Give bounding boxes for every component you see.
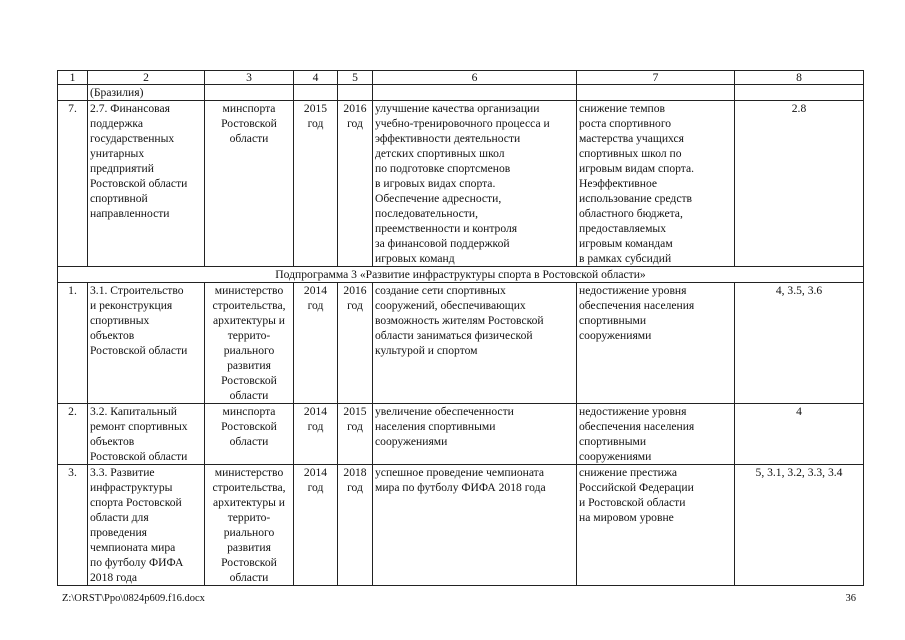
- end-year: 2016 год: [338, 101, 373, 267]
- measure-name: 3.1. Строительство и реконструкция спортивных объектов Ростовской области: [88, 283, 205, 404]
- expected-result: увеличение обеспеченности населения спортивными сооружениями: [373, 404, 577, 465]
- end-year: 2016 год: [338, 283, 373, 404]
- table-cell: [373, 85, 577, 101]
- end-year: 2018 год: [338, 465, 373, 586]
- start-year: 2015 год: [294, 101, 338, 267]
- header-cell: 7: [577, 71, 735, 85]
- row-number: 2.: [58, 404, 88, 465]
- executor: минспорта Ростовской области: [205, 404, 294, 465]
- executor: министерство строительства, архитектуры и террито- риального развития Ростовской области: [205, 283, 294, 404]
- header-cell: 3: [205, 71, 294, 85]
- indicator-link: 4, 3.5, 3.6: [735, 283, 864, 404]
- subprogram-title: Подпрограмма 3 «Развитие инфраструктуры спорта в Ростовской области»: [58, 267, 864, 283]
- expected-result: успешное проведение чемпионата мира по футболу ФИФА 2018 года: [373, 465, 577, 586]
- executor: минспорта Ростовской области: [205, 101, 294, 267]
- measure-name: 3.3. Развитие инфраструктуры спорта Ростовской области для проведения чемпионата мира по футболу ФИФА 2018 года: [88, 465, 205, 586]
- header-cell: 1: [58, 71, 88, 85]
- table-cell: [338, 85, 373, 101]
- header-cell: 5: [338, 71, 373, 85]
- consequences: недостижение уровня обеспечения населения спортивными сооружениями: [577, 404, 735, 465]
- row-number: 7.: [58, 101, 88, 267]
- row-number: 3.: [58, 465, 88, 586]
- continuation-row: [58, 85, 864, 101]
- end-year: 2015 год: [338, 404, 373, 465]
- table-cell: [205, 85, 294, 101]
- table-row: [58, 404, 864, 465]
- consequences: недостижение уровня обеспечения населения спортивными сооружениями: [577, 283, 735, 404]
- rows-section-a: [58, 101, 864, 267]
- file-path: Z:\ORST\Ppo\0824p609.f16.docx: [62, 593, 205, 604]
- rows-section-b: [58, 283, 864, 586]
- expected-result: создание сети спортивных сооружений, обеспечивающих возможность жителям Ростовской области заниматься физической культурой и спортом: [373, 283, 577, 404]
- expected-result: улучшение качества организации учебно-тренировочного процесса и эффективности деятельности детских спортивных школ по подготовке спортсменов в игровых видах спорта. Обеспечение адресности, последовательности, преемственности и контроля за финансовой поддержкой игровых команд: [373, 101, 577, 267]
- executor: министерство строительства, архитектуры и террито- риального развития Ростовской области: [205, 465, 294, 586]
- table-cell: [577, 85, 735, 101]
- header-cell: 8: [735, 71, 864, 85]
- measure-name: 2.7. Финансовая поддержка государственных унитарных предприятий Ростовской области спортивной направленности: [88, 101, 205, 267]
- header-cell: 6: [373, 71, 577, 85]
- header-cell: 2: [88, 71, 205, 85]
- start-year: 2014 год: [294, 404, 338, 465]
- column-number-row: [58, 71, 864, 85]
- consequences: снижение темпов роста спортивного мастерства учащихся спортивных школ по игровым видам спорта. Неэффективное использование средств областного бюджета, предоставляемых игровым командам в рамках субсидий: [577, 101, 735, 267]
- subprogram-row: [58, 267, 864, 283]
- table-row: [58, 465, 864, 586]
- indicator-link: 2.8: [735, 101, 864, 267]
- page-number: 36: [845, 593, 856, 604]
- indicator-link: 5, 3.1, 3.2, 3.3, 3.4: [735, 465, 864, 586]
- header-cell: 4: [294, 71, 338, 85]
- table-row: [58, 283, 864, 404]
- table-cell: [58, 85, 88, 101]
- measure-name: 3.2. Капитальный ремонт спортивных объектов Ростовской области: [88, 404, 205, 465]
- measures-table: [57, 70, 864, 586]
- start-year: 2014 год: [294, 465, 338, 586]
- table-cell: [735, 85, 864, 101]
- table-row: [58, 101, 864, 267]
- start-year: 2014 год: [294, 283, 338, 404]
- table-cell: [294, 85, 338, 101]
- indicator-link: 4: [735, 404, 864, 465]
- row-number: 1.: [58, 283, 88, 404]
- continuation-text: (Бразилия): [88, 85, 205, 101]
- consequences: снижение престижа Российской Федерации и Ростовской области на мировом уровне: [577, 465, 735, 586]
